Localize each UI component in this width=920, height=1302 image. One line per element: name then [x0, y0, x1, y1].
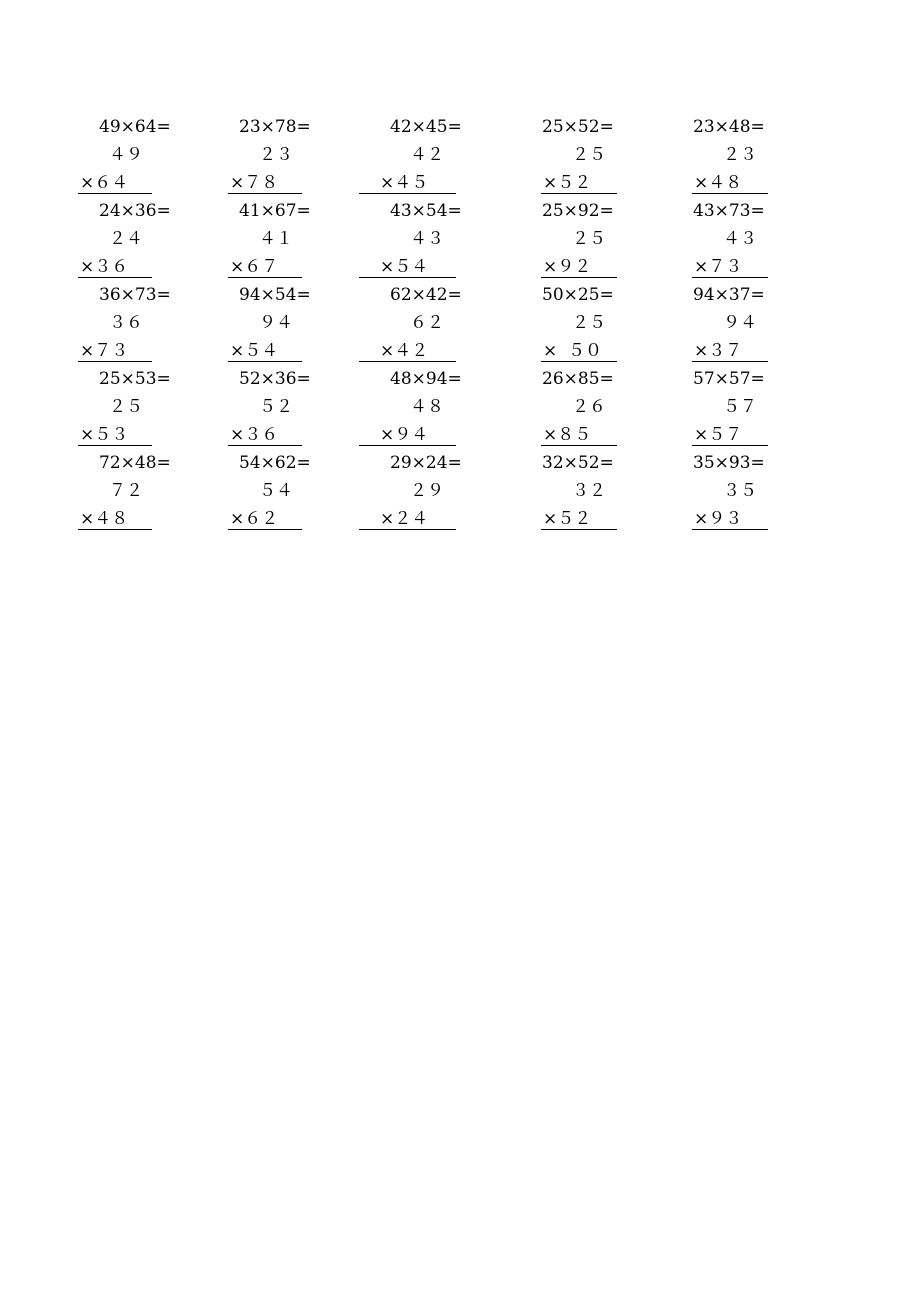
- bottom-operand: ×５３: [80, 425, 129, 445]
- equation-text: 32×52=: [542, 453, 614, 473]
- bottom-operand: ×５４: [230, 341, 279, 361]
- answer-underline: [692, 361, 768, 362]
- equation-text: 25×92=: [542, 201, 614, 221]
- top-operand: ７２: [109, 481, 143, 501]
- equation-text: 23×78=: [239, 117, 311, 137]
- answer-underline: [541, 277, 617, 278]
- top-operand: ２５: [572, 229, 606, 249]
- top-operand: ５２: [259, 397, 293, 417]
- multiplication-problem: [692, 197, 842, 281]
- equation-text: 54×62=: [239, 453, 311, 473]
- answer-underline: [78, 445, 152, 446]
- answer-underline: [692, 445, 768, 446]
- multiplication-problem: [228, 365, 378, 449]
- equation-text: 94×54=: [239, 285, 311, 305]
- bottom-operand: ×６２: [230, 509, 279, 529]
- top-operand: ２３: [259, 145, 293, 165]
- top-operand: ４９: [109, 145, 143, 165]
- answer-underline: [541, 445, 617, 446]
- multiplication-problem: [78, 113, 228, 197]
- equation-text: 49×64=: [99, 117, 171, 137]
- multiplication-problem: [78, 449, 228, 533]
- equation-text: 29×24=: [390, 453, 462, 473]
- equation-text: 25×53=: [99, 369, 171, 389]
- answer-underline: [359, 529, 456, 530]
- answer-underline: [78, 361, 152, 362]
- bottom-operand: × ５０: [543, 341, 603, 361]
- multiplication-problem: [692, 365, 842, 449]
- bottom-operand: ×８５: [543, 425, 592, 445]
- multiplication-problem: [228, 113, 378, 197]
- multiplication-problem: [541, 365, 691, 449]
- top-operand: ４３: [723, 229, 757, 249]
- answer-underline: [228, 193, 302, 194]
- equation-text: 42×45=: [390, 117, 462, 137]
- bottom-operand: ×７３: [694, 257, 743, 277]
- top-operand: ２５: [572, 145, 606, 165]
- top-operand: ４３: [410, 229, 444, 249]
- multiplication-problem: [541, 281, 691, 365]
- bottom-operand: ×３６: [80, 257, 129, 277]
- multiplication-problem: [228, 197, 378, 281]
- multiplication-problem: [78, 365, 228, 449]
- answer-underline: [78, 529, 152, 530]
- answer-underline: [228, 277, 302, 278]
- multiplication-problem: [368, 281, 518, 365]
- multiplication-problem: [368, 197, 518, 281]
- equation-text: 62×42=: [390, 285, 462, 305]
- top-operand: ５７: [723, 397, 757, 417]
- bottom-operand: ×４８: [694, 173, 743, 193]
- answer-underline: [228, 361, 302, 362]
- multiplication-problem: [228, 281, 378, 365]
- equation-text: 52×36=: [239, 369, 311, 389]
- bottom-operand: ×５４: [380, 257, 429, 277]
- equation-text: 57×57=: [693, 369, 765, 389]
- bottom-operand: ×７３: [80, 341, 129, 361]
- top-operand: ３２: [572, 481, 606, 501]
- top-operand: ２５: [109, 397, 143, 417]
- bottom-operand: ×６４: [80, 173, 129, 193]
- bottom-operand: ×５２: [543, 173, 592, 193]
- top-operand: ４１: [259, 229, 293, 249]
- bottom-operand: ×５７: [694, 425, 743, 445]
- answer-underline: [692, 277, 768, 278]
- multiplication-problem: [541, 449, 691, 533]
- top-operand: ４２: [410, 145, 444, 165]
- answer-underline: [359, 277, 456, 278]
- multiplication-problem: [78, 281, 228, 365]
- multiplication-problem: [692, 281, 842, 365]
- top-operand: ３５: [723, 481, 757, 501]
- top-operand: ５４: [259, 481, 293, 501]
- bottom-operand: ×３６: [230, 425, 279, 445]
- answer-underline: [78, 277, 152, 278]
- equation-text: 23×48=: [693, 117, 765, 137]
- multiplication-problem: [78, 197, 228, 281]
- multiplication-problem: [541, 197, 691, 281]
- bottom-operand: ×６７: [230, 257, 279, 277]
- equation-text: 41×67=: [239, 201, 311, 221]
- equation-text: 50×25=: [542, 285, 614, 305]
- answer-underline: [359, 445, 456, 446]
- bottom-operand: ×７８: [230, 173, 279, 193]
- top-operand: ２９: [410, 481, 444, 501]
- answer-underline: [78, 193, 152, 194]
- answer-underline: [359, 193, 456, 194]
- multiplication-problem: [368, 449, 518, 533]
- top-operand: ３６: [109, 313, 143, 333]
- multiplication-problem: [692, 449, 842, 533]
- answer-underline: [541, 361, 617, 362]
- answer-underline: [228, 529, 302, 530]
- bottom-operand: ×２４: [380, 509, 429, 529]
- multiplication-problem: [541, 113, 691, 197]
- equation-text: 72×48=: [99, 453, 171, 473]
- equation-text: 35×93=: [693, 453, 765, 473]
- equation-text: 26×85=: [542, 369, 614, 389]
- bottom-operand: ×５２: [543, 509, 592, 529]
- top-operand: ９４: [723, 313, 757, 333]
- top-operand: ２５: [572, 313, 606, 333]
- bottom-operand: ×４５: [380, 173, 429, 193]
- answer-underline: [228, 445, 302, 446]
- bottom-operand: ×９３: [694, 509, 743, 529]
- equation-text: 36×73=: [99, 285, 171, 305]
- equation-text: 25×52=: [542, 117, 614, 137]
- bottom-operand: ×９４: [380, 425, 429, 445]
- answer-underline: [692, 193, 768, 194]
- top-operand: ９４: [259, 313, 293, 333]
- multiplication-problem: [228, 449, 378, 533]
- equation-text: 43×73=: [693, 201, 765, 221]
- answer-underline: [359, 361, 456, 362]
- bottom-operand: ×４８: [80, 509, 129, 529]
- equation-text: 43×54=: [390, 201, 462, 221]
- top-operand: ２３: [723, 145, 757, 165]
- equation-text: 48×94=: [390, 369, 462, 389]
- top-operand: ６２: [410, 313, 444, 333]
- top-operand: ２４: [109, 229, 143, 249]
- answer-underline: [541, 193, 617, 194]
- equation-text: 94×37=: [693, 285, 765, 305]
- answer-underline: [541, 529, 617, 530]
- equation-text: 24×36=: [99, 201, 171, 221]
- answer-underline: [692, 529, 768, 530]
- multiplication-problem: [368, 365, 518, 449]
- top-operand: ２６: [572, 397, 606, 417]
- top-operand: ４８: [410, 397, 444, 417]
- bottom-operand: ×３７: [694, 341, 743, 361]
- bottom-operand: ×９２: [543, 257, 592, 277]
- multiplication-problem: [368, 113, 518, 197]
- bottom-operand: ×４２: [380, 341, 429, 361]
- multiplication-problem: [692, 113, 842, 197]
